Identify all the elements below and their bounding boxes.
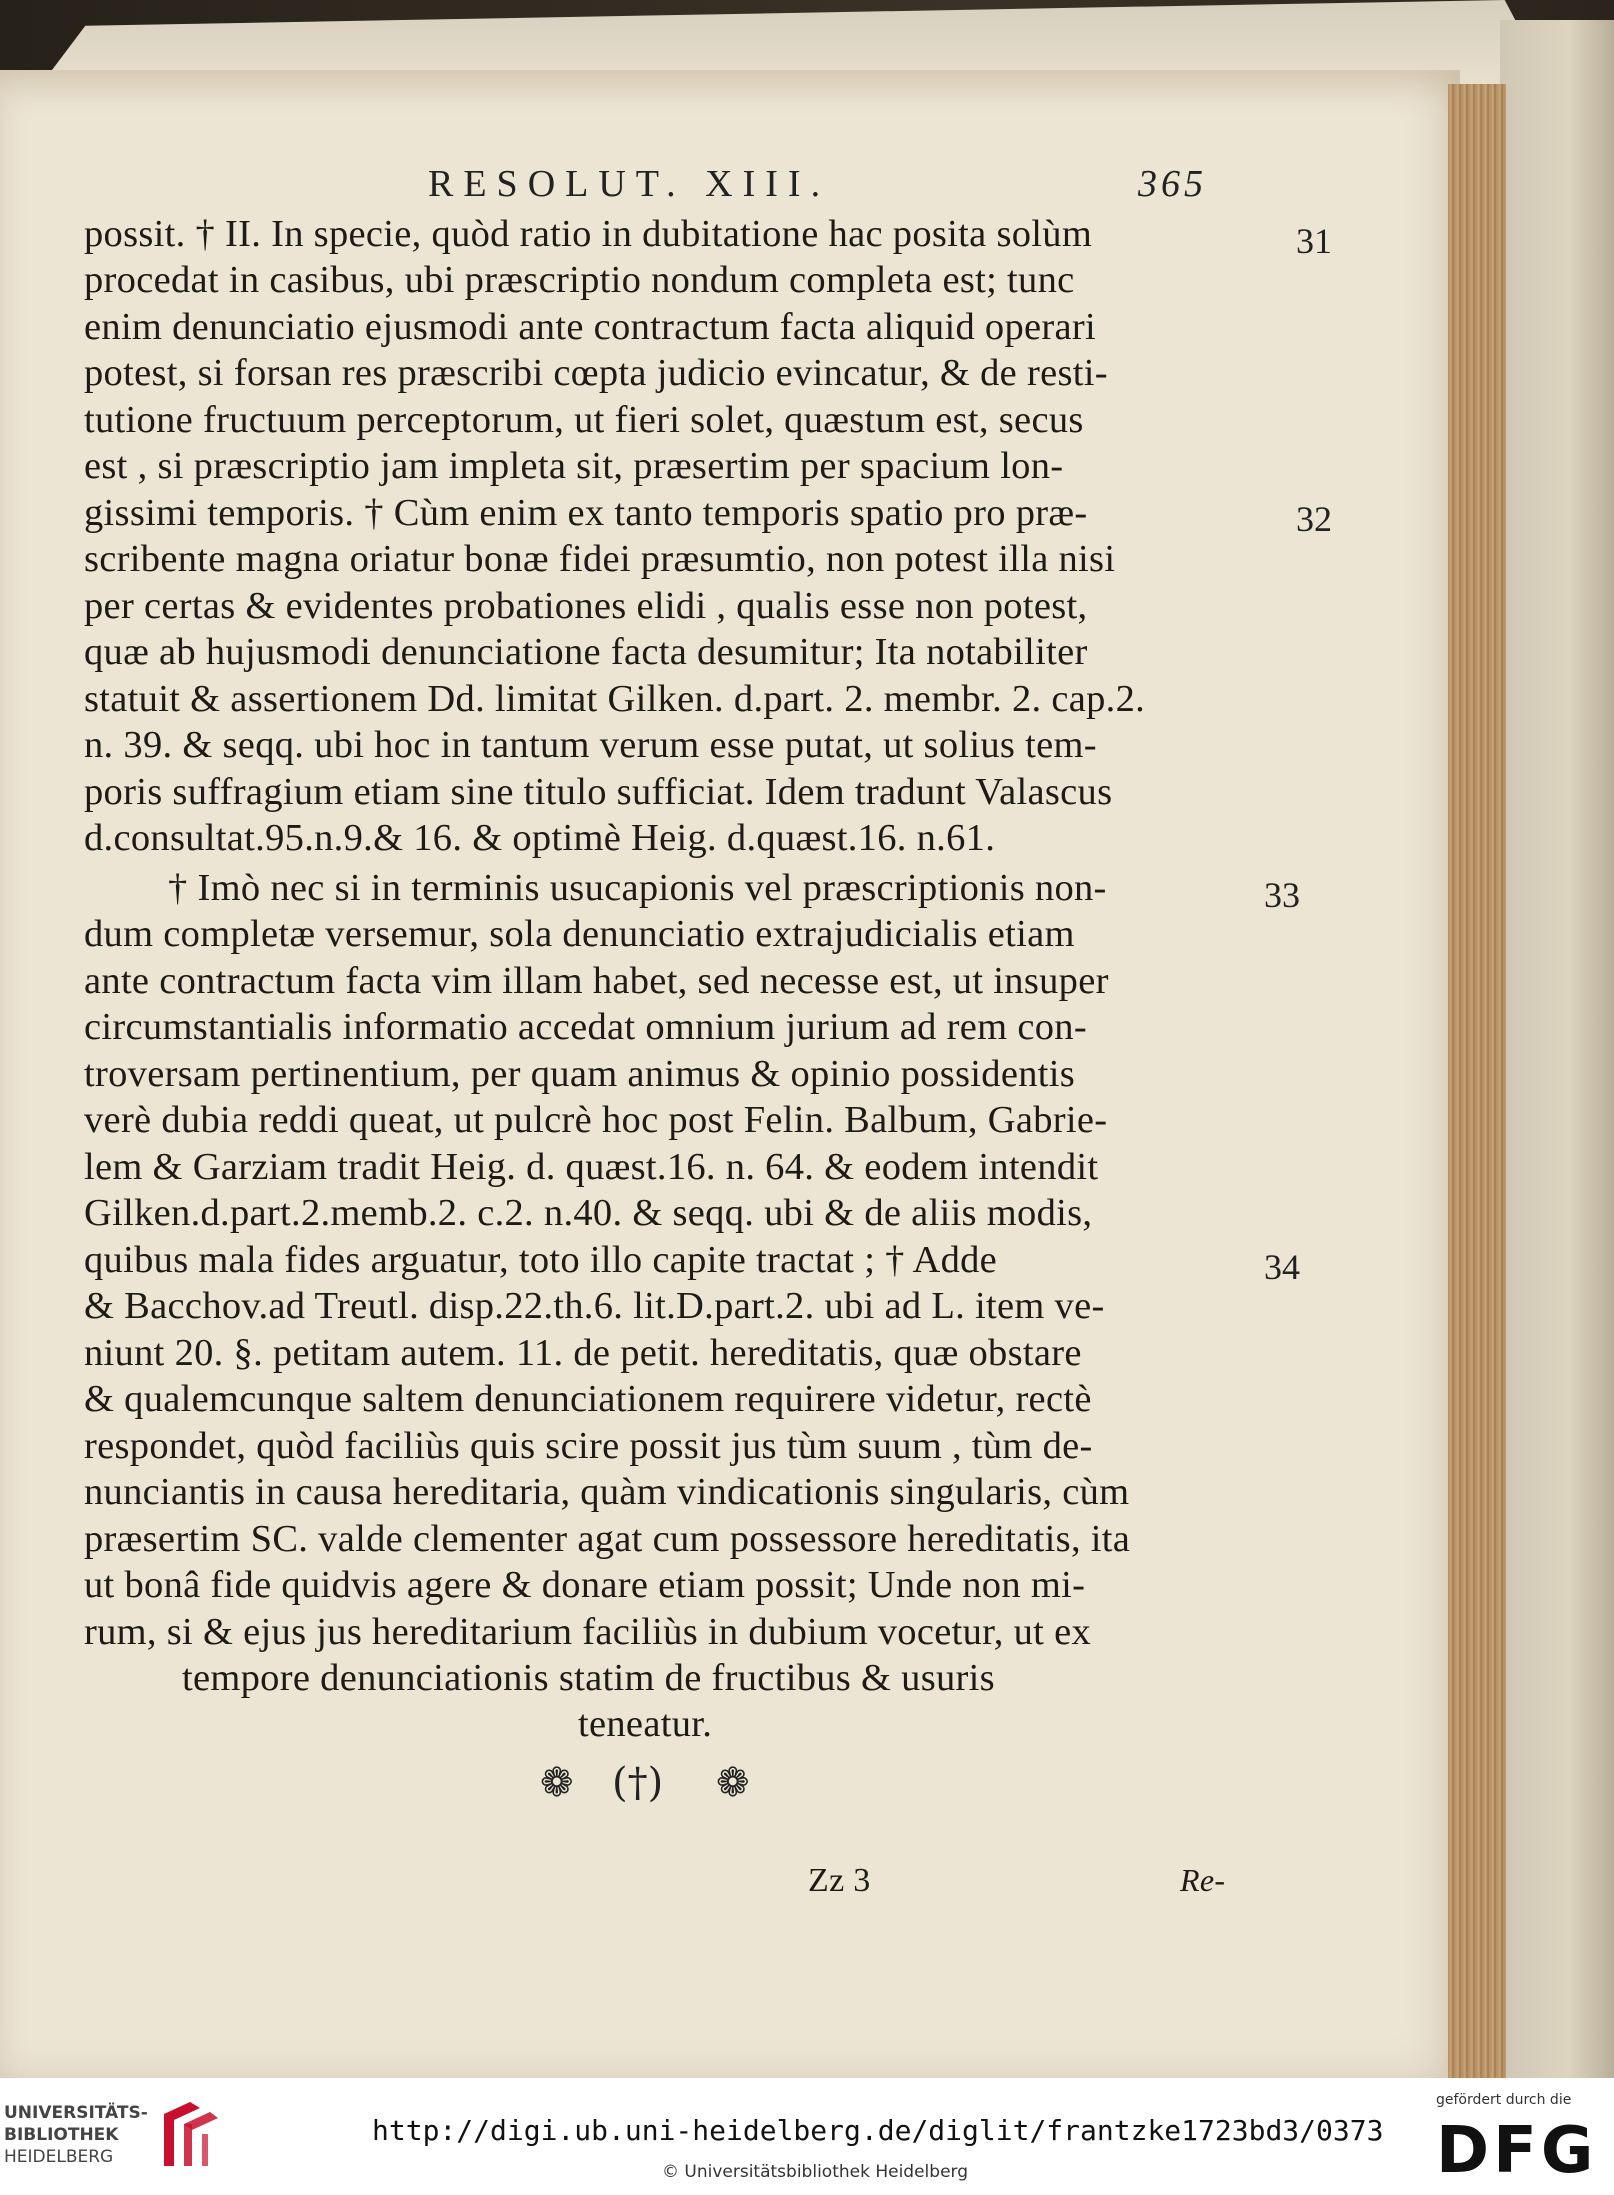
- signature-mark: Zz 3: [808, 1862, 871, 1899]
- text-line: tempore denunciationis statim de fructibus & usuris: [182, 1657, 995, 1699]
- text-line: præsertim SC. valde clementer agat cum possessore hereditatis, ita: [84, 1518, 1131, 1560]
- text-line: respondet, quòd faciliùs quis scire possit jus tùm suum , tùm de-: [84, 1425, 1093, 1467]
- text-line: teneatur.: [578, 1703, 713, 1745]
- text-line: scribente magna oriatur bonæ fidei præsumtio, non potest illa nisi: [84, 538, 1116, 580]
- text-line: verè dubia reddi queat, ut pulcrè hoc post Felin. Balbum, Gabrie-: [84, 1099, 1108, 1141]
- margin-number: 33: [1264, 875, 1300, 915]
- dfg-logo: DFG: [1436, 2114, 1598, 2188]
- text-line: dum completæ versemur, sola denunciatio extrajudicialis etiam: [84, 913, 1075, 955]
- text-line: possit. † II. In specie, quòd ratio in dubitatione hac posita solùm: [84, 213, 1093, 255]
- text-line: rum, si & ejus jus hereditarium faciliùs in dubium vocetur, ut ex: [84, 1611, 1092, 1653]
- text-line: ut bonâ fide quidvis agere & donare etiam possit; Unde non mi-: [84, 1564, 1086, 1606]
- text-line: troversam pertinentium, per quam animus & opinio possidentis: [84, 1053, 1076, 1095]
- viewer-footer: [0, 2078, 1614, 2195]
- margin-number: 31: [1296, 221, 1332, 261]
- library-logo-text: [4, 2102, 148, 2168]
- text-line: & Bacchov.ad Treutl. disp.22.th.6. lit.D.part.2. ubi ad L. item ve-: [84, 1285, 1105, 1327]
- text-line: n. 39. & seqq. ubi hoc in tantum verum esse putat, ut solius tem-: [84, 724, 1097, 766]
- text-line: enim denunciatio ejusmodi ante contractum facta aliquid operari: [84, 306, 1097, 348]
- text-line: Gilken.d.part.2.memb.2. c.2. n.40. & seqq. ubi & de aliis modis,: [84, 1192, 1093, 1234]
- text-line: potest, si forsan res præscribi cœpta judicio evincatur, & de resti-: [84, 352, 1108, 394]
- text-line: † Imò nec si in terminis usucapionis vel præscriptionis non-: [168, 867, 1107, 909]
- text-line: circumstantialis informatio accedat omnium jurium ad rem con-: [84, 1006, 1087, 1048]
- text-line: est , si præscriptio jam impleta sit, præsertim per spacium lon-: [84, 445, 1064, 487]
- text-line: tutione fructuum perceptorum, ut fieri solet, quæstum est, secus: [84, 399, 1084, 441]
- library-logo-icon: [156, 2098, 228, 2170]
- text-line: ante contractum facta vim illam habet, sed necesse est, ut insuper: [84, 960, 1109, 1002]
- book-cover-right: [1500, 20, 1614, 2078]
- text-line: procedat in casibus, ubi præscriptio nondum completa est; tunc: [84, 259, 1075, 301]
- library-name-line-1: UNIVERSITÄTS-: [4, 2103, 148, 2123]
- library-name-line-2: BIBLIOTHEK: [4, 2125, 119, 2145]
- library-city: HEIDELBERG: [4, 2147, 114, 2167]
- margin-number: 32: [1296, 499, 1332, 539]
- copyright-notice: © Universitätsbibliothek Heidelberg: [662, 2162, 969, 2182]
- text-line: & qualemcunque saltem denunciationem requirere videtur, rectè: [84, 1378, 1092, 1420]
- margin-number: 34: [1264, 1247, 1300, 1287]
- ornament-flower-icon: ❁: [716, 1760, 750, 1806]
- page-number: 365: [1138, 163, 1207, 205]
- ornament-dagger: (†): [612, 1760, 664, 1806]
- text-line: statuit & assertionem Dd. limitat Gilken. d.part. 2. membr. 2. cap.2.: [84, 678, 1146, 720]
- text-line: poris suffragium etiam sine titulo sufficiat. Idem tradunt Valascus: [84, 771, 1113, 813]
- text-line: quibus mala fides arguatur, toto illo capite tractat ; † Adde: [84, 1239, 998, 1281]
- text-line: lem & Garziam tradit Heig. d. quæst.16. n. 64. & eodem intendit: [84, 1146, 1099, 1188]
- text-line: nunciantis in causa hereditaria, quàm vindicationis singularis, cùm: [84, 1471, 1130, 1513]
- text-line: niunt 20. §. petitam autem. 11. de petit. hereditatis, quæ obstare: [84, 1332, 1082, 1374]
- text-line: d.consultat.95.n.9.& 16. & optimè Heig. d.quæst.16. n.61.: [84, 817, 996, 859]
- ornament-flower-icon: ❁: [540, 1760, 574, 1806]
- permalink-url[interactable]: http://digi.ub.uni-heidelberg.de/diglit/frantzke1723bd3/0373: [372, 2114, 1384, 2147]
- funding-label: gefördert durch die: [1436, 2092, 1572, 2108]
- text-line: gissimi temporis. † Cùm enim ex tanto temporis spatio pro præ-: [84, 492, 1088, 534]
- catchword: Re-: [1180, 1862, 1226, 1898]
- running-title: RESOLUT. XIII.: [428, 163, 831, 205]
- text-line: per certas & evidentes probationes elidi , qualis esse non potest,: [84, 585, 1088, 627]
- text-line: quæ ab hujusmodi denunciatione facta desumitur; Ita notabiliter: [84, 631, 1088, 673]
- page-edges: [1448, 84, 1506, 2078]
